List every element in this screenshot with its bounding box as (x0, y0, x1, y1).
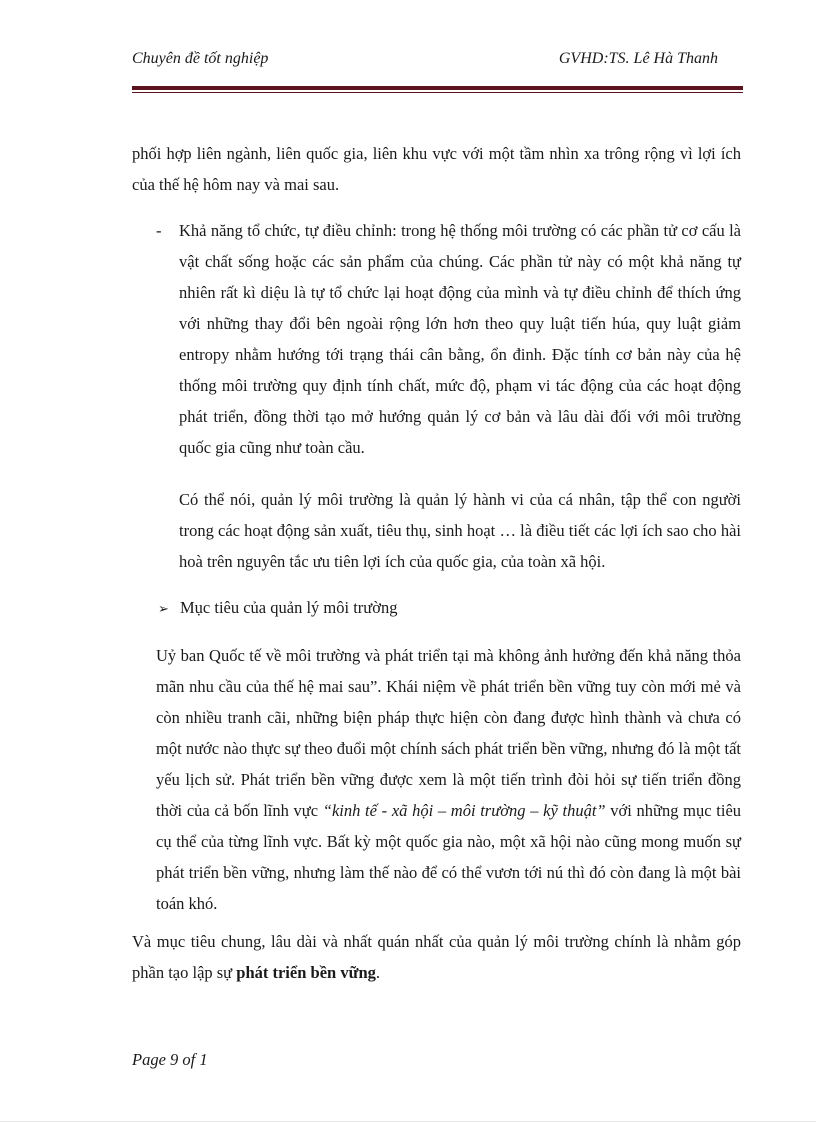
header-rule-thick (132, 86, 743, 90)
arrow-bullet-icon: ➢ (158, 601, 169, 616)
section-heading-text: Mục tiêu của quản lý môi trường (180, 598, 398, 617)
paragraph-italic-quote: “kinh tế - xã hội – môi trường – kỹ thuật” (322, 801, 606, 820)
paragraph-text-part: Và mục tiêu chung, lâu dài và nhất quán nhất của quản lý môi trường chính là nhằm góp phần tạo lập sự (132, 932, 741, 982)
paragraph-bold-term: phát triển bền vững (236, 963, 376, 982)
paragraph-text-part: với những mục tiêu cụ thể của từng lĩnh vực. Bất kỳ một quốc gia nào, một xã hội nào cũng mong muốn sự phát triển bền vững, nhưng làm thế nào để có thể vươn tới nú thì đó còn đang là một bài toán khó. (156, 801, 742, 913)
paragraph-1: phối hợp liên ngành, liên quốc gia, liên khu vực với một tầm nhìn xa trông rộng vì lợi ích của thế hệ hôm nay và mai sau. (132, 144, 741, 194)
paragraph-text-part: . (375, 963, 381, 982)
page-header (132, 50, 718, 76)
paragraph-management-definition: Có thể nói, quản lý môi trường là quản lý hành vi của cá nhân, tập thể con người trong các hoạt động sản xuất, tiêu thụ, sinh hoạt … là điều tiết các lợi ích sao cho hài hoà trên nguyên tắc ưu tiên lợi ích của quốc gia, của toàn xã hội. (179, 490, 741, 571)
section-heading (158, 592, 397, 624)
header-rule-thin (132, 92, 743, 93)
dash-marker: - (156, 221, 162, 240)
paragraph-text-part: Uỷ ban Quốc tế về môi trường và phát triển tại mà không ảnh hưởng đến khả năng thỏa mãn nhu cầu của thế hệ mai sau”. Khái niệm về phát triển bền vững tuy còn mới mẻ và còn nhiều tranh cãi, những biện pháp thực hiện còn đang được hình thành và chưa có một nước nào thực sự theo đuổi một chính sách phát triển bền vững, nhưng đó là một tất yếu lịch sử. Phát triển bền vững được xem là một tiến trình đòi hỏi sự tiến triển đồng thời của cả bốn lĩnh vực (156, 646, 741, 820)
header-advisor: GVHD:TS. Lê Hà Thanh (558, 50, 718, 67)
header-title: Chuyên đề tốt nghiệp (132, 50, 269, 67)
page-number: Page 9 of 1 (132, 1050, 208, 1069)
paragraph-sustainable-development (156, 640, 741, 919)
paragraph-self-organization: Khả năng tổ chức, tự điều chỉnh: trong hệ thống môi trường có các phần tử cơ cấu là vật chất sống hoặc các sản phẩm của chúng. Các phần tử này có một khả năng tự nhiên rất kì diệu là tự tổ chức lại hoạt động của mình và tự điều chỉnh để thích ứng với những thay đổi bên ngoài rộng lớn hơn theo quy luật tiến húa, quy luật giảm entropy nhằm hướng tới trạng thái cân bằng, ổn đinh. Đặc tính cơ bản này của hệ thống môi trường quy định tính chất, mức độ, phạm vi tác động của các hoạt động phát triển, đồng thời tạo mở hướng quản lý cơ bản và lâu dài đối với môi trường quốc gia cũng như toàn cầu. (179, 221, 741, 457)
page-bottom-line (0, 1121, 816, 1122)
paragraph-goal (132, 926, 741, 988)
